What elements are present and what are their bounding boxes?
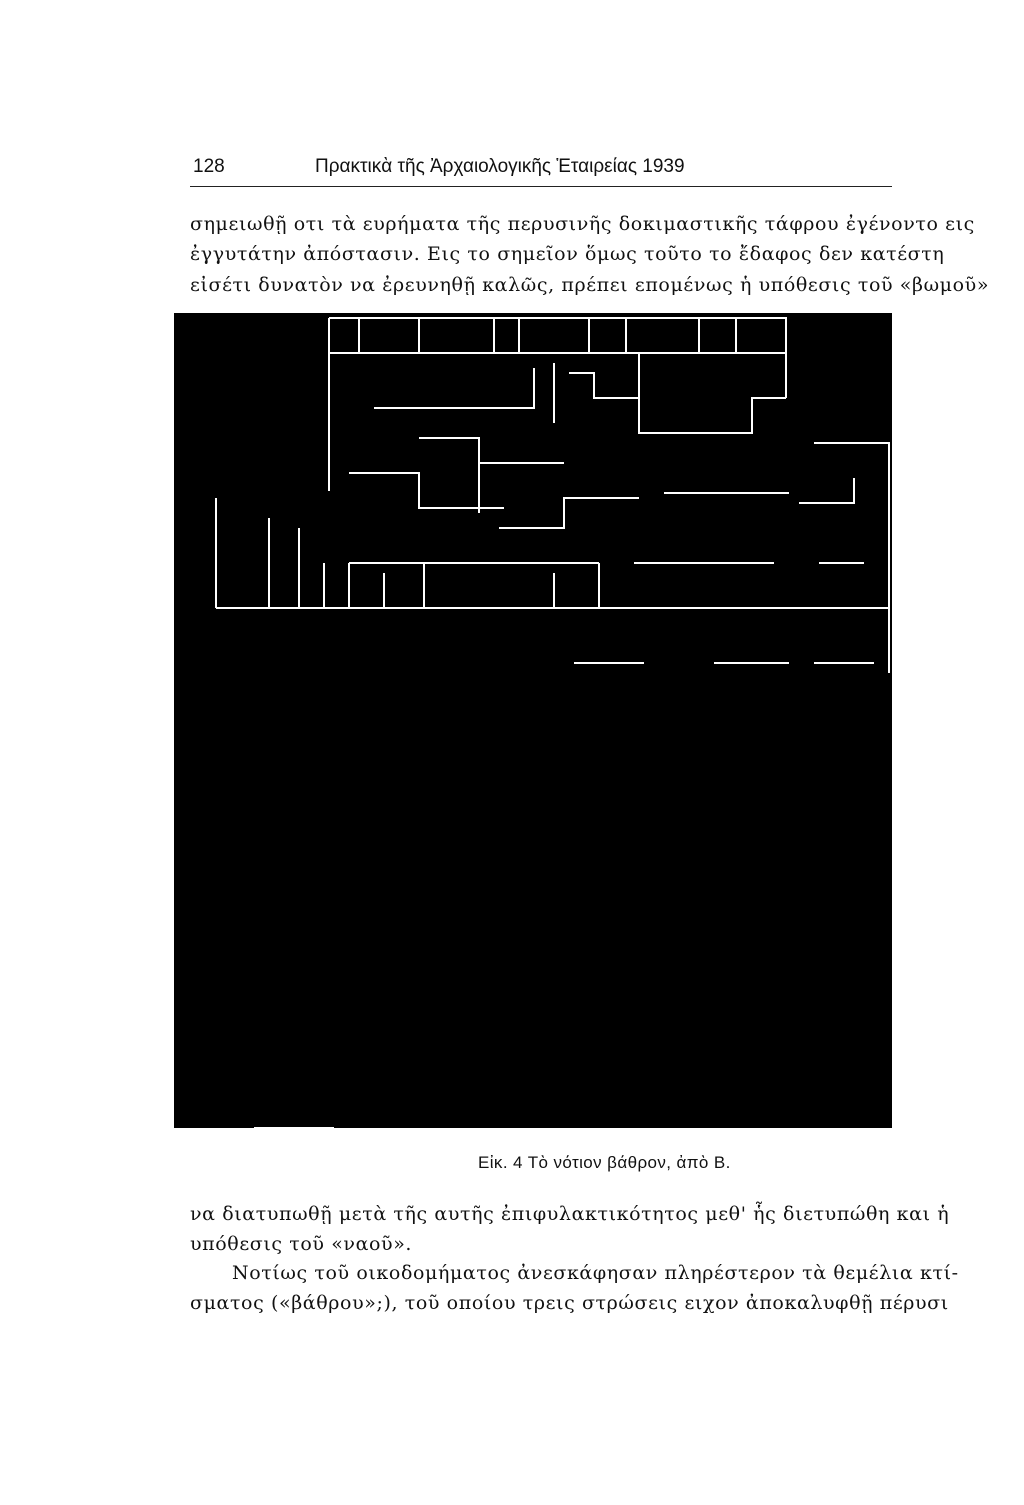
body-line-3: εἰσέτι δυνατὸν να ἐρευνηθῇ καλῶς, πρέπει επομένως ἡ υπόθεσις τοῦ «βωμοῦ» xyxy=(190,274,990,296)
running-header-title: Πρακτικὰ τῆς Ἀρχαιολογικῆς Ἑταιρείας 1939 xyxy=(315,156,685,177)
figure-caption: Εἰκ. 4 Τὸ νότιον βάθρον, ἀπὸ Β. xyxy=(478,1153,731,1172)
body-line-4: να διατυπωθῇ μετὰ τῆς αυτῆς ἐπιφυλακτικότητος μεθ' ἧς διετυπώθη και ἡ xyxy=(190,1203,950,1225)
body-line-1: σημειωθῇ οτι τὰ ευρήματα τῆς περυσινῆς δοκιμαστικῆς τάφρου ἐγένοντο εις xyxy=(190,213,975,235)
body-line-5: υπόθεσις τοῦ «ναοῦ». xyxy=(190,1233,413,1255)
photo-artifact-lines xyxy=(174,313,892,1128)
header-rule xyxy=(190,186,892,187)
body-line-6: Νοτίως τοῦ οικοδομήματος ἀνεσκάφησαν πληρέστερον τὰ θεμέλια κτί- xyxy=(232,1262,959,1284)
body-line-2: ἐγγυτάτην ἀπόστασιν. Εις το σημεῖον ὅμως τοῦτο το ἔδαφος δεν κατέστη xyxy=(190,243,945,265)
page-number: 128 xyxy=(193,156,225,177)
figure-photograph xyxy=(174,313,892,1128)
body-line-7: σματος («βάθρου»;), τοῦ οποίου τρεις στρώσεις ειχον ἀποκαλυφθῇ πέρυσι xyxy=(190,1292,949,1314)
